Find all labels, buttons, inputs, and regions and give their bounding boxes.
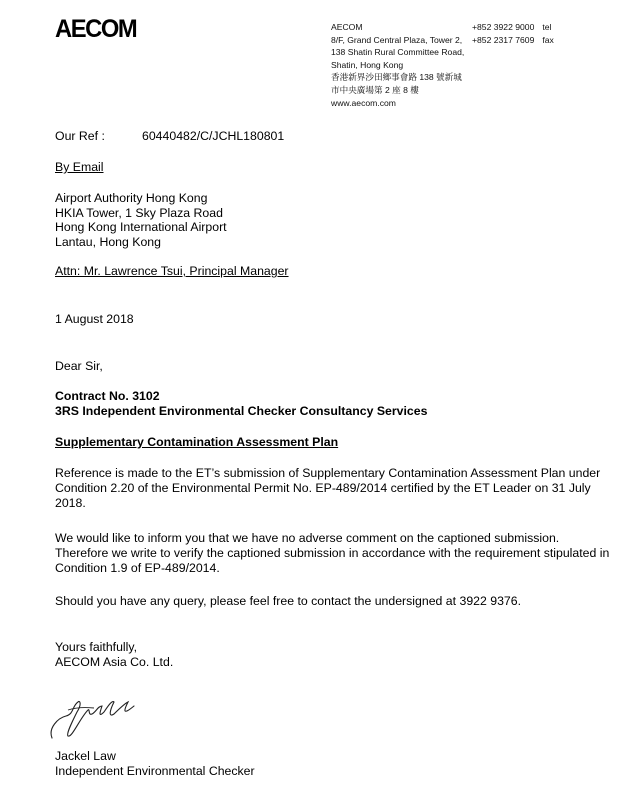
valediction: Yours faithfully, <box>55 640 138 654</box>
address-line: 香港新界沙田鄉事會路 138 號新城 <box>331 72 462 83</box>
letter-date: 1 August 2018 <box>55 312 134 326</box>
reference-value: 60440482/C/JCHL180801 <box>142 129 285 143</box>
address-line: 138 Shatin Rural Committee Road, <box>331 47 465 58</box>
recipient-line: HKIA Tower, 1 Sky Plaza Road <box>55 206 223 220</box>
fax-label: fax <box>542 34 554 45</box>
signatory-name: Jackel Law <box>55 749 116 763</box>
attention-line: Attn: Mr. Lawrence Tsui, Principal Manager <box>55 264 289 278</box>
recipient-line: Hong Kong International Airport <box>55 220 227 234</box>
body-paragraph: Should you have any query, please feel free to contact the undersigned at 3922 9376. <box>55 594 522 608</box>
tel-label: tel <box>542 22 552 32</box>
address-line: 8/F, Grand Central Plaza, Tower 2, <box>331 34 463 45</box>
fax-row <box>472 34 554 47</box>
address-line: Shatin, Hong Kong <box>331 59 404 70</box>
subject-heading: Supplementary Contamination Assessment Plan <box>55 435 339 449</box>
address-line: AECOM <box>331 22 363 32</box>
fax-number: +852 2317 7609 <box>472 34 535 45</box>
tel-number: +852 3922 9000 <box>472 22 535 32</box>
body-paragraph: We would like to inform you that we have no adverse comment on the captioned submission. Therefore we write to verify the captioned submission in accordance with the requirement stipulated in Condition 1.9 of EP-489/2014. <box>55 531 610 575</box>
address-line: 市中央廣場第 2 座 8 樓 <box>331 84 419 95</box>
company-address <box>331 21 464 109</box>
aecom-logo: AECOM <box>55 15 137 43</box>
company-name: AECOM Asia Co. Ltd. <box>55 655 174 669</box>
salutation: Dear Sir, <box>55 359 103 373</box>
tel-row <box>472 21 554 34</box>
delivery-method: By Email <box>55 160 104 174</box>
signatory-title: Independent Environmental Checker <box>55 764 255 778</box>
signature-image <box>44 688 144 743</box>
body-paragraph: Reference is made to the ET’s submission of Supplementary Contamination Assessment Plan under Condition 2.20 of the Environmental Permit No. EP-489/2014 certified by the ET Leader on 31 July 2018. <box>55 466 601 510</box>
contract-title: 3RS Independent Environmental Checker Consultancy Services <box>55 404 428 418</box>
reference-label: Our Ref : <box>55 129 105 143</box>
contract-number: Contract No. 3102 <box>55 389 160 403</box>
recipient-line: Airport Authority Hong Kong <box>55 191 208 205</box>
recipient-line: Lantau, Hong Kong <box>55 235 161 249</box>
company-contact <box>472 21 554 46</box>
website-link[interactable]: www.aecom.com <box>331 97 396 108</box>
